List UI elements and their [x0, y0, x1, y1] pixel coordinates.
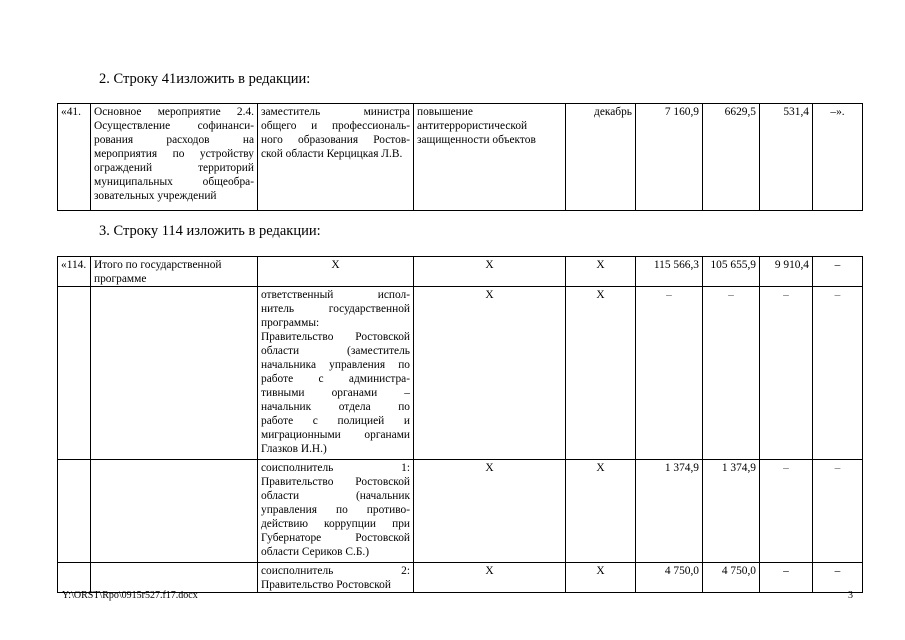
term: Х — [566, 287, 636, 460]
term: Х — [566, 460, 636, 563]
table-row-41 — [57, 103, 863, 211]
cell-line: области (начальник — [261, 490, 410, 502]
cell-line: Правительство Ростовской — [261, 476, 410, 488]
cell-line: Итого по государственной — [94, 259, 222, 271]
cell-line: миграционными органами — [261, 429, 410, 441]
heading-row-114: 3. Строку 114 изложить в редакции: — [99, 223, 321, 239]
footer-file-path: Y:\ORST\Rpo\0915r527.f17.docx — [62, 590, 198, 601]
cell-line: начальника управления по — [261, 359, 410, 371]
amount-3: – — [813, 287, 863, 460]
executor — [258, 460, 414, 563]
amount-3: – — [813, 563, 863, 593]
amount-1: 105 655,9 — [703, 257, 760, 287]
cell-line: Правительство Ростовской — [261, 331, 410, 343]
row-number-empty — [58, 563, 91, 593]
executor: Х — [258, 257, 414, 287]
term: Х — [566, 563, 636, 593]
measure-name-empty — [91, 460, 258, 563]
measure-name — [91, 257, 258, 287]
amount-1: 4 750,0 — [703, 563, 760, 593]
table-row-114 — [57, 256, 863, 593]
amount-2: 9 910,4 — [760, 257, 813, 287]
cell-line: Правительство Ростовской — [261, 579, 391, 591]
row-number: «114. — [58, 257, 91, 287]
table-row — [58, 257, 863, 287]
cell-line: действию коррупции при — [261, 518, 410, 530]
cell-line: управления по противо- — [261, 504, 410, 516]
table-row — [58, 287, 863, 460]
executor — [258, 287, 414, 460]
heading-row-41: 2. Строку 41изложить в редакции: — [99, 71, 311, 87]
total-amount: – — [636, 287, 703, 460]
term: Х — [566, 257, 636, 287]
cell-line: работе с администра- — [261, 373, 410, 385]
expected-result: Х — [414, 460, 566, 563]
amount-1: 6629,5 — [703, 104, 760, 211]
executor — [258, 563, 414, 593]
amount-2: – — [760, 563, 813, 593]
cell-line: муниципальных общеобра- — [94, 176, 254, 188]
row-number-empty — [58, 287, 91, 460]
cell-line: ской области Керцицкая Л.В. — [261, 148, 403, 160]
measure-name — [91, 104, 258, 211]
expected-result: Х — [414, 563, 566, 593]
table-row — [58, 460, 863, 563]
cell-line: программы: — [261, 317, 320, 329]
cell-line: рования расходов на — [94, 134, 254, 146]
executor — [258, 104, 414, 211]
amount-2: 531,4 — [760, 104, 813, 211]
expected-result — [414, 104, 566, 211]
cell-line: программе — [94, 273, 147, 285]
total-amount: 7 160,9 — [636, 104, 703, 211]
total-amount: 4 750,0 — [636, 563, 703, 593]
amount-1: 1 374,9 — [703, 460, 760, 563]
amount-2: – — [760, 460, 813, 563]
footer-page-number: 3 — [848, 590, 853, 601]
cell-line: общего и профессиональ- — [261, 120, 410, 132]
amount-3: – — [813, 257, 863, 287]
cell-line: ответственный испол- — [261, 289, 410, 301]
amount-3: –». — [813, 104, 863, 211]
cell-line: повышение — [417, 106, 473, 118]
amount-1: – — [703, 287, 760, 460]
cell-line: Основное мероприятие 2.4. — [94, 106, 254, 118]
cell-line: соисполнитель 2: — [261, 565, 410, 577]
cell-line: области Сериков С.Б.) — [261, 546, 370, 558]
cell-line: ного образования Ростов- — [261, 134, 410, 146]
cell-line: работе с полицией и — [261, 415, 410, 427]
cell-line: защищенности объектов — [417, 134, 536, 146]
cell-line: соисполнитель 1: — [261, 462, 410, 474]
measure-name-empty — [91, 563, 258, 593]
measure-name-empty — [91, 287, 258, 460]
row-number: «41. — [58, 104, 91, 211]
amount-2: – — [760, 287, 813, 460]
total-amount: 115 566,3 — [636, 257, 703, 287]
table-row — [58, 104, 863, 211]
cell-line: антитеррористической — [417, 120, 528, 132]
cell-line: начальник отдела по — [261, 401, 410, 413]
term: декабрь — [566, 104, 636, 211]
cell-line: тивными органами – — [261, 387, 410, 399]
expected-result: Х — [414, 287, 566, 460]
cell-line: зовательных учреждений — [94, 190, 217, 202]
table-row — [58, 563, 863, 593]
amount-3: – — [813, 460, 863, 563]
cell-line: ограждений территорий — [94, 162, 254, 174]
cell-line: области (заместитель — [261, 345, 410, 357]
row-number-empty — [58, 460, 91, 563]
expected-result: Х — [414, 257, 566, 287]
cell-line: мероприятия по устройству — [94, 148, 254, 160]
cell-line: Глазков И.Н.) — [261, 443, 327, 455]
total-amount: 1 374,9 — [636, 460, 703, 563]
cell-line: нитель государственной — [261, 303, 410, 315]
cell-line: Губернаторе Ростовской — [261, 532, 410, 544]
cell-line: заместитель министра — [261, 106, 410, 118]
cell-line: Осуществление софинанси- — [94, 120, 254, 132]
